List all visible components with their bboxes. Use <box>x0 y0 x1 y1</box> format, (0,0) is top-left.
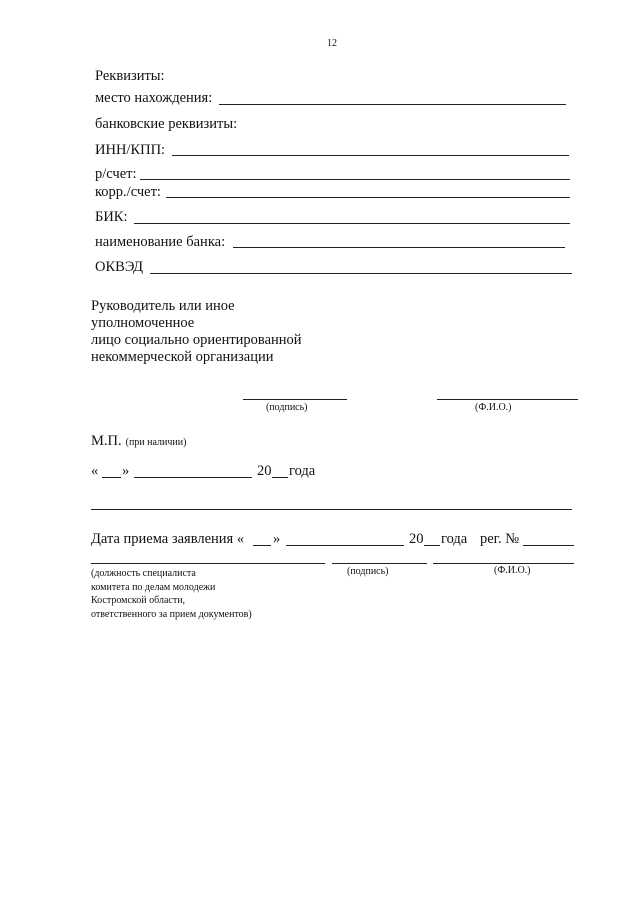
specialist-caption <box>91 567 252 621</box>
bik-field[interactable] <box>134 223 570 224</box>
date-day-field[interactable] <box>102 477 121 478</box>
specialist-signature-caption: (подпись) <box>347 566 389 577</box>
stamp-area <box>91 432 186 450</box>
date-year-suffix: года <box>289 463 316 479</box>
date-month-field[interactable] <box>134 477 252 478</box>
stamp-label: М.П. <box>91 433 122 449</box>
receipt-label: Дата приема заявления « <box>91 531 245 547</box>
specialist-caption-line-3: Костромской области, <box>91 595 186 606</box>
inn-kpp-field[interactable] <box>172 155 569 156</box>
signatory-line-2: уполномоченное <box>91 315 195 331</box>
bank-name-field[interactable] <box>233 247 565 248</box>
receipt-year-field[interactable] <box>424 545 440 546</box>
receipt-day-field[interactable] <box>253 545 271 546</box>
corr-account-field[interactable] <box>166 197 570 198</box>
reg-number-field[interactable] <box>523 545 574 546</box>
bik-label: БИК: <box>95 209 128 225</box>
location-label: место нахождения: <box>95 90 213 106</box>
date-close-quote: » <box>122 463 130 479</box>
specialist-caption-line-2: комитета по делам молодежи <box>91 581 216 593</box>
receipt-year-suffix: года <box>441 531 468 547</box>
date-year-prefix: 20 <box>257 463 272 479</box>
signatory-signature-caption: (подпись) <box>266 402 308 413</box>
location-field[interactable] <box>219 104 566 105</box>
page-number: 12 <box>327 38 337 49</box>
receipt-year-prefix: 20 <box>409 531 424 547</box>
signatory-line-4: некоммерческой организации <box>91 349 274 365</box>
separator-line[interactable] <box>91 509 572 510</box>
reg-number-label: рег. № <box>480 531 520 547</box>
signatory-name-caption: (Ф.И.О.) <box>475 402 512 413</box>
corr-account-label: корр./счет: <box>95 184 161 200</box>
account-label: р/счет: <box>95 166 137 182</box>
specialist-name-caption: (Ф.И.О.) <box>494 565 531 576</box>
receipt-month-field[interactable] <box>286 545 404 546</box>
specialist-signature-field[interactable] <box>332 563 427 564</box>
bank-name-label: наименование банка: <box>95 234 226 250</box>
bank-requisites-heading: банковские реквизиты: <box>95 116 238 132</box>
okved-label: ОКВЭД <box>95 259 144 275</box>
specialist-caption-line-1: (должность специалиста <box>91 568 196 579</box>
receipt-close-quote: » <box>273 531 281 547</box>
signatory-line-3: лицо социально ориентированной <box>91 332 302 348</box>
signatory-line-1: Руководитель или иное <box>91 298 235 314</box>
okved-field[interactable] <box>150 273 572 274</box>
stamp-note: (при наличии) <box>125 437 187 448</box>
signatory-signature-field[interactable] <box>243 399 347 400</box>
specialist-caption-line-4: ответственного за прием документов) <box>91 608 252 620</box>
signatory-name-field[interactable] <box>437 399 578 400</box>
specialist-name-field[interactable] <box>433 563 574 564</box>
date-year-field[interactable] <box>272 477 288 478</box>
inn-kpp-label: ИНН/КПП: <box>95 142 166 158</box>
specialist-position-field[interactable] <box>91 563 325 564</box>
account-field[interactable] <box>140 179 570 180</box>
requisites-heading: Реквизиты: <box>95 68 165 84</box>
date-open-quote: « <box>91 463 99 479</box>
